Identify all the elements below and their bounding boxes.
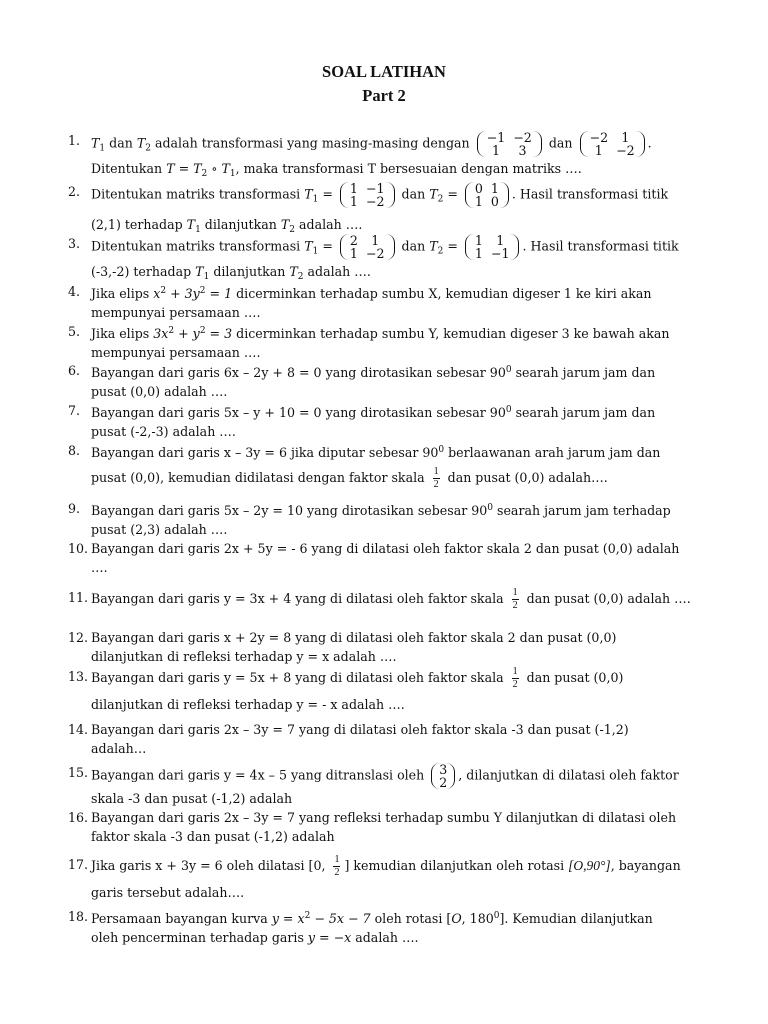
question-number: 9. (68, 501, 81, 516)
fraction: $\frac{1}{2}$ (433, 466, 439, 490)
fraction: $\frac{1}{2}$ (334, 854, 340, 878)
question-number: 16. (68, 810, 89, 825)
question-number: 14. (68, 722, 89, 737)
question-5: 5. Jika elips $3x^2 + y^2 = 3$ dicerminkan terhadap sumbu Y, kemudian digeser 3 ke bawah akan mempunyai persamaan …. (68, 324, 670, 360)
question-16: 16. Bayangan dari garis 2x – 3y = 7 yang refleksi terhadap sumbu Y dilanjutkan di dilatasi oleh faktor skala -3 dan pusat (-1,2) adalah (68, 810, 677, 844)
question-number: 10. (68, 541, 89, 556)
question-number: 7. (68, 403, 81, 418)
question-18: 18. Persamaan bayangan kurva $y = x^2 - 5x - 7$ oleh rotasi [O, $180^0$]. Kemudian dilanjutkan oleh pencerminan terhadap garis y = −x adalah …. (68, 909, 653, 945)
question-1: 1. $T_1$ dan $T_2$ adalah transformasi yang masing-masing dengan −1 −2 1 3 dan −2 1 1 −2 . Ditentukan $T = T_2$ ∘ $T_1$, maka transformasi T bersesuaian dengan matriks …. (68, 130, 652, 179)
question-3: 3. Ditentukan matriks transformasi $T_1$ = 2 1 1 −2 dan $T_2$ = 1 1 1 −1 . Hasil transformasi titik (-3,-2) terhadap $T_1$ dilanjutkan $T_2$ adalah …. (68, 233, 679, 282)
question-number: 1. (68, 133, 81, 148)
question-number: 11. (68, 590, 89, 605)
question-7: 7. Bayangan dari garis 5x – y + 10 = 0 yang dirotasikan sebesar $90^0$ searah jarum jam dan pusat (-2,-3) adalah …. (68, 403, 656, 439)
question-4: 4. Jika elips $x^2 + 3y^2 = 1$ dicerminkan terhadap sumbu X, kemudian digeser 1 ke kiri akan mempunyai persamaan …. (68, 284, 652, 320)
page-title: SOAL LATIHAN (322, 62, 446, 81)
question-15: 15. Bayangan dari garis y = 4x – 5 yang ditranslasi oleh 3 2 , dilanjutkan di dilatasi oleh faktor skala -3 dan pusat (-1,2) adalah (68, 762, 679, 806)
fraction: $\frac{1}{2}$ (512, 666, 518, 690)
question-11: 11. Bayangan dari garis y = 3x + 4 yang di dilatasi oleh faktor skala $\frac{1}{2}$ dan pusat (0,0) adalah …. (68, 587, 691, 611)
question-number: 17. (68, 857, 89, 872)
fraction: $\frac{1}{2}$ (512, 587, 518, 611)
question-10: 10. Bayangan dari garis 2x + 5y = - 6 yang di dilatasi oleh faktor skala 2 dan pusat (0,0) adalah …. (68, 541, 680, 575)
question-9: 9. Bayangan dari garis 5x – 2y = 10 yang dirotasikan sebesar $90^0$ searah jarum jam terhadap pusat (2,3) adalah …. (68, 501, 671, 537)
matrix: 2 1 1 −2 (340, 234, 395, 260)
question-2: 2. Ditentukan matriks transformasi $T_1$ = 1 −1 1 −2 dan $T_2$ = 0 1 1 0 . Hasil transformasi titik (2,1) terhadap $T_1$ dilanjutkan $T_2$ adalah …. (68, 181, 669, 235)
question-12: 12. Bayangan dari garis x + 2y = 8 yang di dilatasi oleh faktor skala 2 dan pusat (0,0) dilanjutkan di refleksi terhadap y = x adalah …. (68, 630, 617, 664)
page-subtitle: Part 2 (362, 86, 406, 105)
question-13: 13. Bayangan dari garis y = 5x + 8 yang di dilatasi oleh faktor skala $\frac{1}{2}$ dan pusat (0,0) dilanjutkan di refleksi terhadap y = - x adalah …. (68, 666, 624, 712)
matrix: 1 −1 1 −2 (340, 182, 395, 208)
question-14: 14. Bayangan dari garis 2x – 3y = 7 yang di dilatasi oleh faktor skala -3 dan pusat (-1,2) adalah… (68, 722, 629, 756)
question-number: 3. (68, 236, 81, 251)
matrix: −1 −2 1 3 (477, 131, 542, 157)
translation-vector: 3 2 (431, 763, 455, 789)
question-number: 15. (68, 765, 89, 780)
question-number: 18. (68, 909, 89, 924)
question-number: 6. (68, 363, 81, 378)
question-number: 4. (68, 284, 81, 299)
question-number: 2. (68, 184, 81, 199)
question-number: 12. (68, 630, 89, 645)
matrix: 1 1 1 −1 (465, 234, 520, 260)
question-number: 8. (68, 443, 81, 458)
question-6: 6. Bayangan dari garis 6x – 2y + 8 = 0 yang dirotasikan sebesar $90^0$ searah jarum jam dan pusat (0,0) adalah …. (68, 363, 656, 399)
question-17: 17. Jika garis x + 3y = 6 oleh dilatasi [0, $\frac{1}{2}$ ] kemudian dilanjutkan oleh rotasi [O,90°], bayangan garis tersebut adalah…. (68, 854, 681, 900)
matrix: −2 1 1 −2 (580, 131, 645, 157)
matrix: 0 1 1 0 (465, 182, 509, 208)
question-8: 8. Bayangan dari garis x – 3y = 6 jika diputar sebesar $90^0$ berlaawanan arah jarum jam dan pusat (0,0), kemudian didilatasi dengan faktor skala $\frac{1}{2}$ dan pusat (0,0) adalah…. (68, 443, 661, 490)
question-number: 13. (68, 669, 89, 684)
question-number: 5. (68, 324, 81, 339)
